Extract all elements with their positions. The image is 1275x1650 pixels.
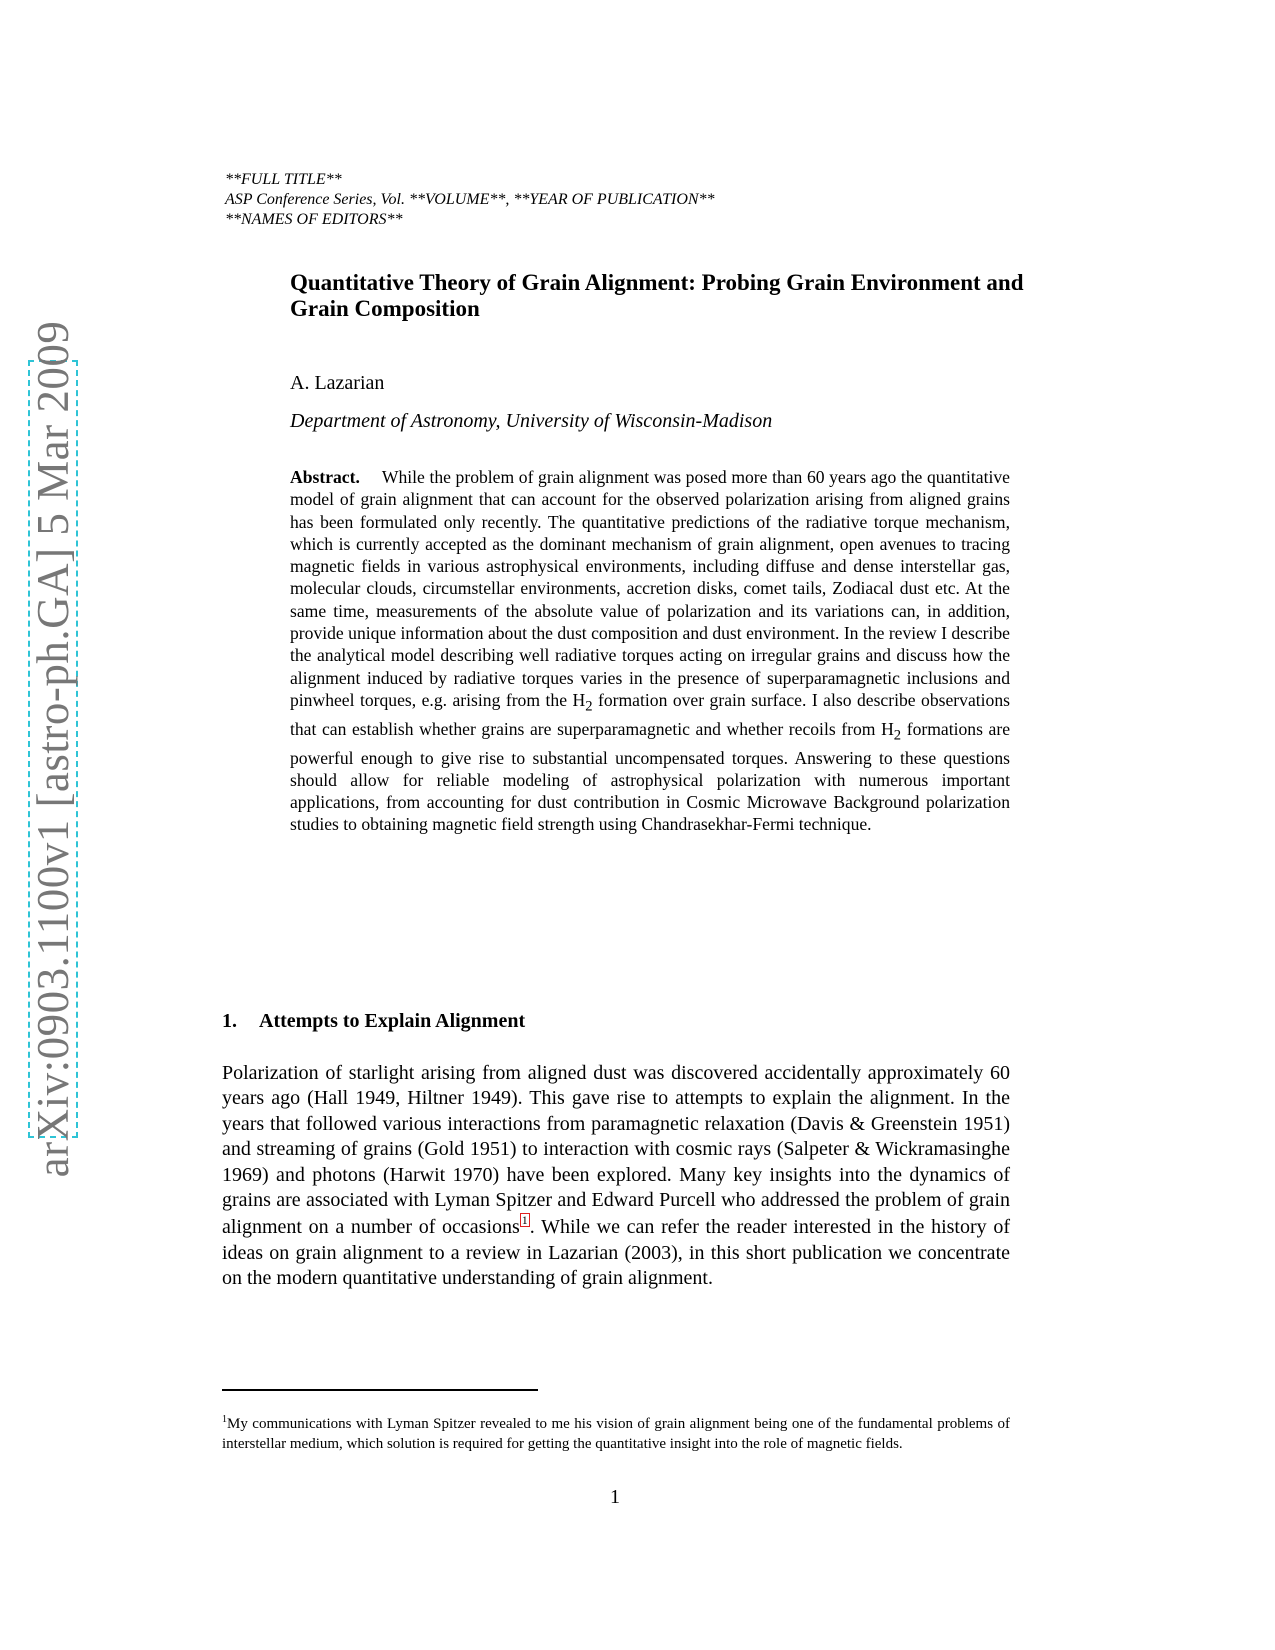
arxiv-identifier-link[interactable] [28,320,78,1178]
section-heading [222,1010,525,1033]
section-title: Attempts to Explain Alignment [259,1010,526,1032]
abstract [290,466,1010,836]
footnote-divider [222,1389,538,1391]
arxiv-identifier-text: arXiv:0903.1100v1 [astro-ph.GA] 5 Mar 2009 [28,320,78,1178]
conference-header [225,170,715,230]
footnote-reference-link[interactable]: 1 [521,1213,528,1228]
abstract-text-1: While the problem of grain alignment was posed more than 60 years ago the quantitative model of grain alignment that can account for the observed polarization arising from aligned grains has been formulated only recently. The quantitative predictions of the radiative torque mechanism, which is currently accepted as the dominant mechanism of grain alignment, open avenues to tracing magnetic fields in various astrophysical environments, including diffuse and dense interstellar gas, molecular clouds, circumstellar environments, accretion disks, comet tails, Zodiacal dust etc. At the same time, measurements of the absolute value of polarization and its variations can, in addition, provide unique information about the dust composition and dust environment. In the review I describe the analytical model describing well radiative torques acting on irregular grains and discuss how the alignment induced by radiative torques varies in the presence of superparamagnetic inclusions and pinwheel torques, e.g. arising from the H [290,467,1010,710]
header-full-title: **FULL TITLE** [225,171,342,188]
header-series: ASP Conference Series, Vol. **VOLUME**, **YEAR OF PUBLICATION** [225,191,715,208]
abstract-text-3: formations are powerful enough to give rise to substantial uncompensated torques. Answering to these questions should allow for reliable modeling of astrophysical polarization with numerous important applications, from accounting for dust contribution in Cosmic Microwave Background polarization studies to obtaining magnetic field strength using Chandrasekhar-Fermi technique. [290,718,1011,835]
section-number: 1. [222,1010,237,1032]
footnote-text: My communications with Lyman Spitzer revealed to me his vision of grain alignment being one of the fundamental problems of interstellar medium, which solution is required for getting the quantitative insight into the role of magnetic fields. [222,1416,1010,1452]
paper-author: A. Lazarian [290,372,385,394]
abstract-h2-subscript: 2 [585,698,593,715]
section-text-1: Polarization of starlight arising from aligned dust was discovered accidentally approximately 60 years ago (Hall 1949, Hiltner 1949). This gave rise to attempts to explain the alignment. In the years that followed various interactions from paramagnetic relaxation (Davis & Greenstein 1951) and streaming of grains (Gold 1951) to interaction with cosmic rays (Salpeter & Wickramasinghe 1969) and photons (Harwit 1970) have been explored. Many key insights into the dynamics of grains are associated with Lyman Spitzer and Edward Purcell who addressed the problem of grain alignment on a number of occasions [222,1062,1010,1239]
abstract-text-2: formation over grain surface. I also describe observations that can establish whether grains are superparamagnetic and whether recoils from H [290,689,1010,739]
page-number: 1 [610,1486,620,1508]
paper-affiliation: Department of Astronomy, University of Wisconsin-Madison [290,410,773,432]
abstract-h2-subscript-2: 2 [893,727,902,744]
paper-title: Quantitative Theory of Grain Alignment: Probing Grain Environment and Grain Composition [290,270,1024,321]
footnote [222,1410,1010,1454]
footnote-mark: 1 [222,1414,227,1425]
abstract-label: Abstract. [290,467,360,487]
section-body [222,1061,1010,1292]
header-editors: **NAMES OF EDITORS** [225,211,403,228]
section-text-2: . While we can refer the reader interested in the history of ideas on grain alignment to a review in Lazarian (2003), in this short publication we concentrate on the modern quantitative understanding of grain alignment. [222,1216,1010,1290]
